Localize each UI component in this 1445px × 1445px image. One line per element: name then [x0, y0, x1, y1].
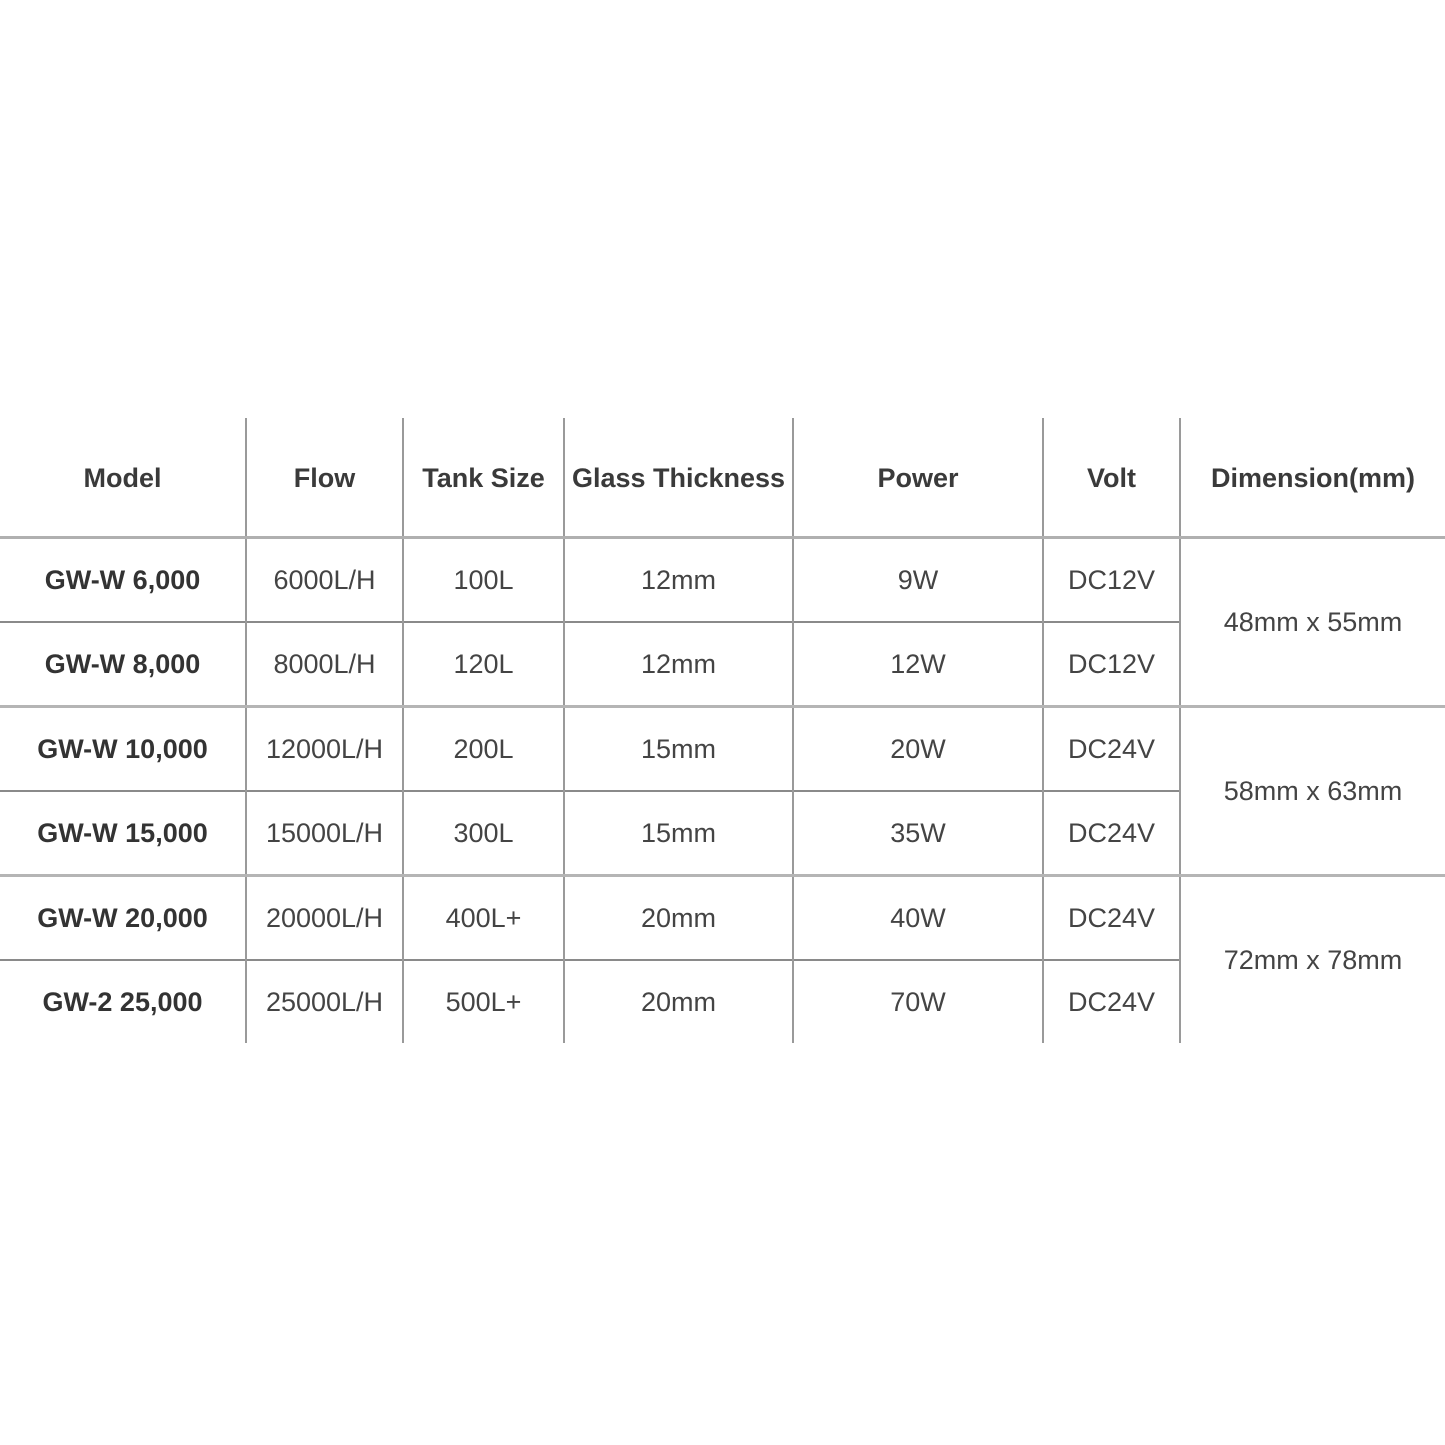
table-row [0, 876, 1445, 961]
cell-dimension: 48mm x 55mm [1180, 538, 1445, 707]
spec-table [0, 418, 1445, 1043]
header-volt: Volt [1043, 418, 1180, 538]
cell-model: GW-W 15,000 [0, 791, 246, 876]
cell-glass-thickness: 20mm [564, 960, 793, 1043]
cell-tank-size: 120L [403, 622, 564, 707]
header-dimension: Dimension(mm) [1180, 418, 1445, 538]
cell-dimension: 72mm x 78mm [1180, 876, 1445, 1044]
cell-flow: 12000L/H [246, 707, 403, 792]
table-row [0, 538, 1445, 623]
cell-power: 20W [793, 707, 1043, 792]
header-flow: Flow [246, 418, 403, 538]
cell-dimension: 58mm x 63mm [1180, 707, 1445, 876]
cell-model: GW-W 20,000 [0, 876, 246, 961]
cell-flow: 15000L/H [246, 791, 403, 876]
cell-volt: DC24V [1043, 791, 1180, 876]
cell-tank-size: 400L+ [403, 876, 564, 961]
header-power: Power [793, 418, 1043, 538]
cell-power: 70W [793, 960, 1043, 1043]
cell-power: 35W [793, 791, 1043, 876]
cell-flow: 6000L/H [246, 538, 403, 623]
cell-tank-size: 300L [403, 791, 564, 876]
header-glass-thickness: Glass Thickness [564, 418, 793, 538]
cell-power: 40W [793, 876, 1043, 961]
header-model: Model [0, 418, 246, 538]
cell-flow: 8000L/H [246, 622, 403, 707]
cell-power: 9W [793, 538, 1043, 623]
cell-tank-size: 100L [403, 538, 564, 623]
cell-model: GW-W 8,000 [0, 622, 246, 707]
header-tank-size: Tank Size [403, 418, 564, 538]
cell-volt: DC12V [1043, 538, 1180, 623]
cell-model: GW-W 6,000 [44, 564, 201, 595]
cell-tank-size: 500L+ [403, 960, 564, 1043]
cell-glass-thickness: 12mm [564, 622, 793, 707]
cell-model: GW-2 25,000 [0, 960, 246, 1043]
cell-volt: DC24V [1043, 707, 1180, 792]
header-row [0, 418, 1445, 538]
cell-volt: DC24V [1043, 876, 1180, 961]
cell-flow: 20000L/H [246, 876, 403, 961]
cell-volt: DC24V [1043, 960, 1180, 1043]
table-row [0, 707, 1445, 792]
cell-flow: 25000L/H [246, 960, 403, 1043]
cell-glass-thickness: 15mm [564, 707, 793, 792]
cell-power: 12W [793, 622, 1043, 707]
cell-volt: DC12V [1043, 622, 1180, 707]
cell-glass-thickness: 15mm [564, 791, 793, 876]
cell-glass-thickness: 20mm [564, 876, 793, 961]
cell-model: GW-W 10,000 [0, 707, 246, 792]
cell-glass-thickness: 12mm [564, 538, 793, 623]
cell-tank-size: 200L [403, 707, 564, 792]
